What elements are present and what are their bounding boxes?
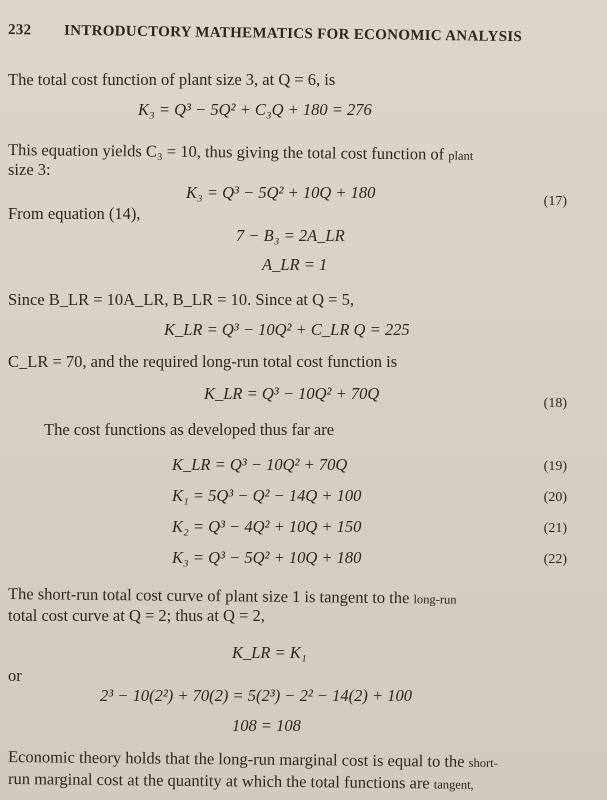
text-line: total cost curve at Q = 2; thus at Q = 2, [8, 606, 265, 625]
text-line: size 3: [8, 160, 51, 179]
equation: 108 = 108 [232, 716, 301, 735]
equation: K₃ = Q³ − 5Q² + C₃Q + 180 = 276 [138, 100, 372, 119]
text-span: tangent, [433, 777, 474, 792]
page-number: 232 [7, 22, 32, 39]
text-span: short- [468, 755, 498, 771]
text-span: This equation yields C₃ = 10, thus giving the total cost function of [7, 140, 445, 164]
equation: K_LR = Q³ − 10Q² + 70Q [204, 384, 380, 403]
equation-number: (19) [543, 459, 567, 474]
equation: K₃ = Q³ − 5Q² + 10Q + 180 [186, 183, 376, 202]
equation: K₃ = Q³ − 5Q² + 10Q + 180 [172, 548, 362, 567]
equation: K_LR = K₁ [232, 643, 307, 662]
equation-number: (17) [543, 194, 567, 209]
text-line: From equation (14), [8, 204, 141, 223]
equation: K₂ = Q³ − 4Q² + 10Q + 150 [172, 517, 362, 536]
text-span: plant [448, 148, 474, 163]
text-line: C_LR = 70, and the required long-run total cost function is [8, 352, 398, 371]
equation: A_LR = 1 [262, 255, 328, 274]
equation-number: (21) [543, 521, 567, 536]
equation-number: (22) [543, 552, 567, 567]
equation: 2³ − 10(2²) + 70(2) = 5(2³) − 2² − 14(2) + 100 [100, 686, 413, 705]
text-line [8, 769, 474, 795]
text-line: The cost functions as developed thus far are [44, 420, 335, 439]
text-span: run marginal cost at the quantity at which the total functions are [7, 769, 430, 793]
text-span: long-run [413, 592, 457, 607]
equation-number: (20) [543, 490, 567, 505]
equation-number: (18) [543, 396, 567, 411]
text-line [8, 140, 474, 166]
equation: 7 − B₃ = 2A_LR [236, 226, 345, 245]
equation: K_LR = Q³ − 10Q² + C_LR Q = 225 [164, 320, 410, 339]
text-line: or [8, 666, 22, 685]
book-title: INTRODUCTORY MATHEMATICS FOR ECONOMIC ANALYSIS [63, 22, 523, 46]
text-line: Since B_LR = 10A_LR, B_LR = 10. Since at Q = 5, [8, 290, 354, 309]
equation: K₁ = 5Q³ − Q² − 14Q + 100 [172, 486, 362, 505]
equation: K_LR = Q³ − 10Q² + 70Q [172, 455, 348, 474]
text-span: The short-run total cost curve of plant size 1 is tangent to the [7, 584, 410, 608]
text-span: Economic theory holds that the long-run marginal cost is equal to the [7, 747, 465, 771]
text-line: The total cost function of plant size 3, at Q = 6, is [8, 70, 336, 89]
running-header [8, 22, 567, 47]
